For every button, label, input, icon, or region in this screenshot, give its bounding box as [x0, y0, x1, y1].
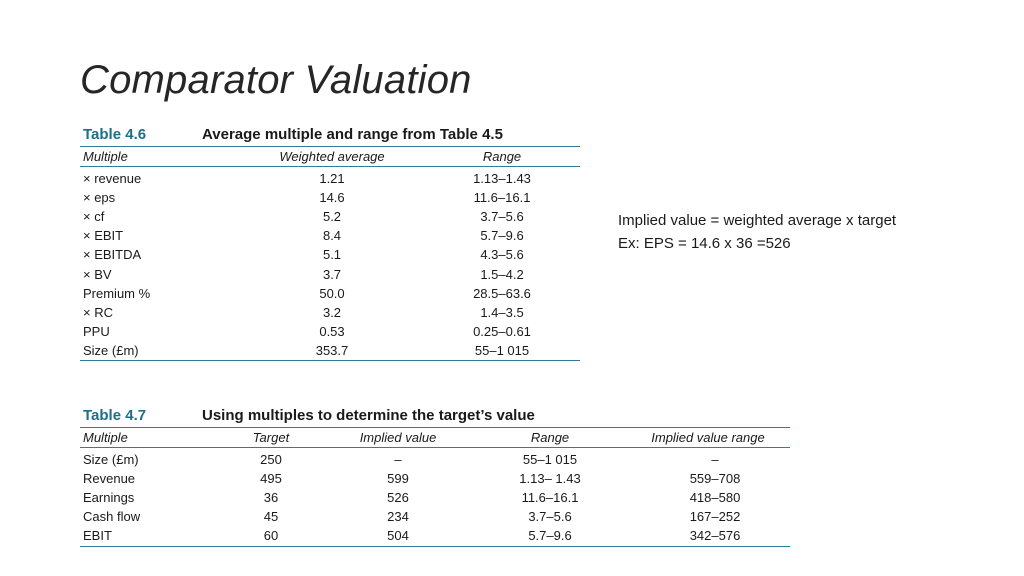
cell-weighted-average: 1.21 [319, 171, 345, 187]
cell-multiple: × EBIT [83, 228, 124, 244]
header-weighted-average: Weighted average [279, 149, 385, 164]
cell-weighted-average: 3.2 [322, 304, 342, 320]
cell-multiple: Earnings [83, 490, 135, 506]
table-body [80, 167, 580, 360]
table-4-6 [80, 124, 580, 361]
cell-target: 250 [260, 452, 282, 468]
cell-range: 11.6–16.1 [521, 490, 579, 506]
cell-multiple: × cf [83, 209, 105, 225]
header-range: Range [482, 149, 522, 164]
cell-implied-value-range: 342–576 [689, 528, 741, 544]
table-row [80, 450, 790, 469]
cell-multiple: Size (£m) [83, 452, 139, 468]
cell-range: 5.7–9.6 [480, 228, 524, 244]
cell-implied-value-range: 167–252 [689, 509, 741, 525]
table-4-7 [80, 405, 790, 547]
table-title: Using multiples to determine the target’s value [202, 407, 535, 424]
cell-range: 1.5–4.2 [480, 266, 524, 282]
cell-range: 3.7–5.6 [528, 509, 572, 525]
table-row [80, 322, 580, 341]
header-multiple: Multiple [83, 149, 128, 164]
table-row [80, 265, 580, 284]
cell-target: 45 [263, 509, 279, 525]
table-row [80, 341, 580, 360]
cell-weighted-average: 5.2 [322, 209, 342, 225]
cell-multiple: × eps [83, 190, 116, 206]
cell-target: 60 [263, 528, 279, 544]
slide-title: Comparator Valuation [80, 58, 472, 102]
cell-range: 3.7–5.6 [480, 209, 524, 225]
table-row [80, 245, 580, 264]
cell-weighted-average: 0.53 [319, 323, 345, 339]
cell-implied-value: 504 [387, 528, 409, 544]
table-title: Average multiple and range from Table 4.5 [202, 126, 503, 143]
table-row [80, 303, 580, 322]
cell-weighted-average: 3.7 [322, 266, 342, 282]
cell-multiple: × revenue [83, 171, 142, 187]
table-row [80, 188, 580, 207]
cell-implied-value: 526 [387, 490, 409, 506]
header-multiple: Multiple [83, 430, 128, 445]
cell-weighted-average: 14.6 [319, 190, 345, 206]
cell-range: 28.5–63.6 [473, 285, 531, 301]
cell-implied-value: 234 [387, 509, 409, 525]
header-target: Target [252, 430, 290, 445]
cell-multiple: × BV [83, 266, 112, 282]
cell-implied-value-range: – [711, 452, 719, 468]
table-header-row [80, 428, 790, 447]
table-row [80, 284, 580, 303]
header-implied-value: Implied value [359, 430, 437, 445]
cell-multiple: EBIT [83, 528, 112, 544]
cell-implied-value: – [394, 452, 402, 468]
header-range: Range [530, 430, 570, 445]
cell-range: 1.13– 1.43 [519, 471, 581, 487]
cell-weighted-average: 8.4 [322, 228, 342, 244]
cell-implied-value: 599 [387, 471, 409, 487]
table-row [80, 507, 790, 526]
table-row [80, 207, 580, 226]
table-row [80, 169, 580, 188]
cell-multiple: PPU [83, 323, 110, 339]
table-caption [80, 124, 580, 146]
cell-weighted-average: 353.7 [315, 342, 349, 358]
cell-multiple: Premium % [83, 285, 151, 301]
cell-range: 55–1 015 [474, 342, 530, 358]
cell-range: 1.13–1.43 [473, 171, 531, 187]
table-row [80, 469, 790, 488]
table-number: Table 4.7 [83, 407, 147, 424]
cell-multiple: Cash flow [83, 509, 141, 525]
cell-multiple: Size (£m) [83, 342, 139, 358]
cell-range: 1.4–3.5 [480, 304, 524, 320]
table-caption [80, 405, 790, 427]
cell-range: 55–1 015 [522, 452, 578, 468]
table-rule-bottom [80, 360, 580, 361]
cell-range: 0.25–0.61 [473, 323, 531, 339]
note-formula: Implied value = weighted average x target [618, 212, 897, 229]
cell-range: 5.7–9.6 [528, 528, 572, 544]
table-header-row [80, 147, 580, 166]
note-example: Ex: EPS = 14.6 x 36 =526 [618, 235, 791, 252]
cell-implied-value-range: 559–708 [689, 471, 741, 487]
cell-implied-value-range: 418–580 [689, 490, 741, 506]
table-body [80, 448, 790, 545]
valuation-notes [618, 209, 896, 255]
cell-weighted-average: 5.1 [322, 247, 342, 263]
cell-target: 495 [260, 471, 282, 487]
table-rule-bottom [80, 546, 790, 547]
cell-multiple: × RC [83, 304, 113, 320]
table-row [80, 488, 790, 507]
cell-range: 4.3–5.6 [480, 247, 524, 263]
table-row [80, 526, 790, 545]
header-implied-value-range: Implied value range [651, 430, 765, 445]
cell-multiple: Revenue [83, 471, 136, 487]
cell-multiple: × EBITDA [83, 247, 142, 263]
table-number: Table 4.6 [83, 126, 147, 143]
table-row [80, 226, 580, 245]
cell-weighted-average: 50.0 [319, 285, 345, 301]
cell-range: 11.6–16.1 [473, 190, 531, 206]
cell-target: 36 [263, 490, 279, 506]
